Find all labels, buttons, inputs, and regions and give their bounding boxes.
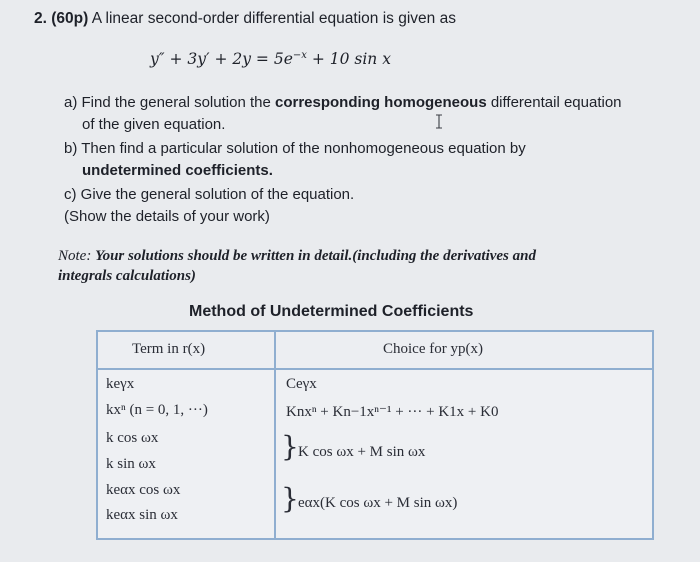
equation-rhs: + 10 sin x <box>306 50 391 68</box>
note-label: Note: <box>58 248 92 264</box>
term-row-1: keγx <box>106 376 135 392</box>
part-a-text2: differentail equation <box>490 94 622 111</box>
col-header-choice: Choice for yp(x) <box>383 341 483 357</box>
problem-number: 2. <box>34 10 47 27</box>
col-header-term: Term in r(x) <box>132 341 206 357</box>
coefficients-table <box>96 330 654 540</box>
note-bold1: Your solutions should be written in detail.(including the derivatives and <box>95 248 536 264</box>
choice-row-2: Knxⁿ + Kn−1xⁿ⁻¹ + ··· + K1x + K0 <box>286 404 499 420</box>
term-row-3: k cos ωx <box>106 430 159 446</box>
part-a-line2: of the given equation. <box>82 116 226 133</box>
brace-icon: } <box>281 482 299 515</box>
table-title: Method of Undetermined Coefficients <box>189 303 474 320</box>
part-c-label: c) <box>64 186 77 203</box>
term-row-6: keαx sin ωx <box>106 507 178 523</box>
equation-exponent: −x <box>292 50 307 61</box>
part-b-label: b) <box>64 140 78 157</box>
term-row-4: k sin ωx <box>106 456 156 472</box>
show-work-note: (Show the details of your work) <box>64 208 270 225</box>
part-b-line2 <box>82 162 273 179</box>
part-b <box>64 140 526 157</box>
note-line2 <box>58 268 196 285</box>
part-b-text: Then find a particular solution of the nonhomogeneous equation by <box>81 140 526 157</box>
column-divider <box>274 332 276 538</box>
part-b-bold: undetermined coefficients. <box>82 162 273 179</box>
part-c <box>64 186 354 203</box>
term-row-5: keαx cos ωx <box>106 482 181 498</box>
problem-intro: A linear second-order differential equation is given as <box>91 10 456 27</box>
choice-row-4: eαx(K cos ωx + M sin ωx) <box>298 495 458 511</box>
part-a-text1: Find the general solution the <box>81 94 271 111</box>
text-cursor-icon <box>434 114 444 129</box>
choice-row-1: Ceγx <box>286 376 317 392</box>
part-a-label: a) <box>64 94 78 111</box>
equation-lhs: y″ + 3y′ + 2y = 5e <box>150 50 293 68</box>
term-row-2: kxⁿ (n = 0, 1, ···) <box>106 402 208 418</box>
part-a-bold: corresponding homogeneous <box>274 94 487 111</box>
differential-equation <box>150 50 391 68</box>
choice-row-3: K cos ωx + M sin ωx <box>298 444 426 460</box>
part-c-text: Give the general solution of the equation. <box>80 186 355 203</box>
problem-heading <box>34 10 456 28</box>
brace-icon: } <box>281 430 299 463</box>
note-bold2: integrals calculations) <box>58 268 196 284</box>
problem-points: (60p) <box>51 10 89 27</box>
part-a <box>64 94 622 111</box>
note-line1 <box>58 248 536 265</box>
